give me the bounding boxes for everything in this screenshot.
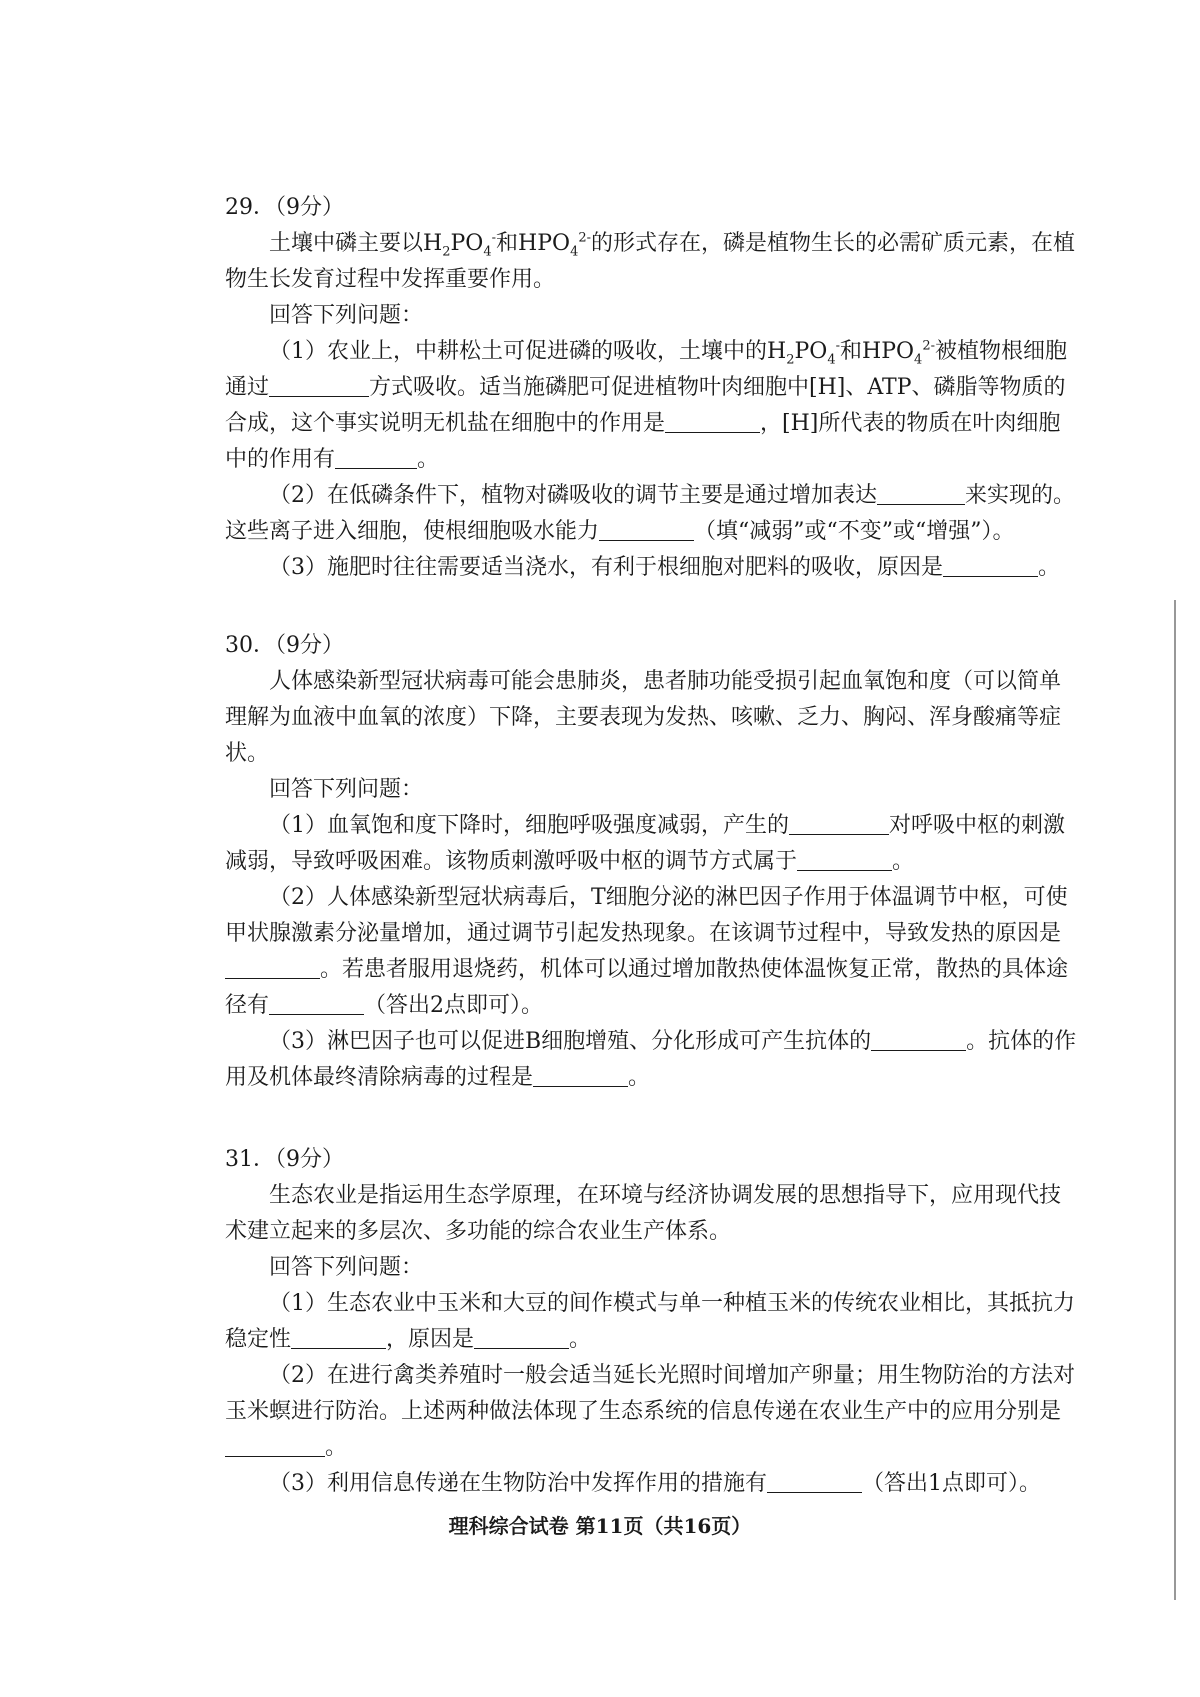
text: （3）淋巴因子也可以促进B细胞增殖、分化形成可产生抗体的 <box>269 1029 872 1054</box>
question-31-ask: 回答下列问题： <box>269 1255 424 1280</box>
text: 。抗体的作用及机体最终清除病毒的过程是 <box>225 1029 1077 1090</box>
text: 和 <box>840 339 863 364</box>
question-31-heading: 31．（9分） <box>225 1147 344 1172</box>
text: 。 <box>1038 555 1061 580</box>
spacer <box>225 1096 1080 1142</box>
question-31-part-1 <box>225 1286 1080 1358</box>
text: （2）在低磷条件下，植物对磷吸收的调节主要是通过增加表达 <box>269 483 877 508</box>
spacer <box>225 586 1080 628</box>
answer-blank[interactable] <box>225 958 320 979</box>
question-29-part-3 <box>225 550 1080 586</box>
answer-blank[interactable] <box>797 850 892 871</box>
question-31-part-3 <box>225 1466 1080 1502</box>
question-29-part-2 <box>225 478 1080 550</box>
answer-blank[interactable] <box>474 1328 569 1349</box>
question-31-part-2 <box>225 1358 1080 1466</box>
question-30-ask: 回答下列问题： <box>269 777 424 802</box>
text: 。 <box>417 447 440 472</box>
answer-blank[interactable] <box>871 1030 966 1051</box>
answer-blank[interactable] <box>877 484 965 505</box>
text: 土壤中磷主要以 <box>269 231 424 256</box>
text: 来实现的。这些离子进入细胞，使根细胞吸水能力 <box>225 483 1076 544</box>
scan-edge-line <box>1174 600 1176 1600</box>
question-31 <box>225 1142 1080 1502</box>
text: （1）血氧饱和度下降时，细胞呼吸强度减弱，产生的 <box>269 813 789 838</box>
text: 。 <box>325 1435 348 1460</box>
answer-blank[interactable] <box>943 556 1038 577</box>
text: （1）农业上，中耕松土可促进磷的吸收，土壤中的 <box>269 339 767 364</box>
text: （答出1点即可）。 <box>862 1471 1041 1496</box>
answer-blank[interactable] <box>767 1472 862 1493</box>
text: （1）生态农业中玉米和大豆的间作模式与单一种植玉米的传统农业相比，其抵抗力稳定性 <box>225 1291 1075 1352</box>
question-29-intro <box>225 226 1080 298</box>
question-31-intro: 生态农业是指运用生态学原理，在环境与经济协调发展的思想指导下，应用现代技术建立起来的多层次、多功能的综合农业生产体系。 <box>225 1183 1062 1244</box>
text: 。若患者服用退烧药，机体可以通过增加散热使体温恢复正常，散热的具体途径有 <box>225 957 1069 1018</box>
text: 。 <box>892 849 915 874</box>
text: （2）在进行禽类养殖时一般会适当延长光照时间增加产卵量；用生物防治的方法对玉米螟进行防治。上述两种做法体现了生态系统的信息传递在农业生产中的应用分别是 <box>225 1363 1075 1424</box>
answer-blank[interactable] <box>665 412 760 433</box>
formula-hpo4: $HPO_4^{2-}$ <box>862 338 935 368</box>
text: 。 <box>569 1327 592 1352</box>
text: （3）利用信息传递在生物防治中发挥作用的措施有 <box>269 1471 767 1496</box>
text: （3）施肥时往往需要适当浇水，有利于根细胞对肥料的吸收，原因是 <box>269 555 943 580</box>
exam-content <box>225 190 1080 1502</box>
text: 和 <box>496 231 519 256</box>
answer-blank[interactable] <box>225 1436 325 1457</box>
question-30 <box>225 628 1080 1096</box>
formula-h2po4: $H_2PO_4^-$ <box>423 230 497 260</box>
text: （2）人体感染新型冠状病毒后，T细胞分泌的淋巴因子作用于体温调节中枢，可使甲状腺激素分泌量增加，通过调节引起发热现象。在该调节过程中，导致发热的原因是 <box>225 885 1068 946</box>
text: 对呼吸中枢的刺激减弱，导致呼吸困难。该物质刺激呼吸中枢的调节方式属于 <box>225 813 1066 874</box>
text: （填“减弱”或“不变”或“增强”）。 <box>694 519 1015 544</box>
question-30-part-1 <box>225 808 1080 880</box>
text: 方式吸收。适当施磷肥可促进植物叶肉细胞中[H]、ATP、磷脂等物质的合成，这个事实说明无机盐在细胞中的作用是 <box>225 375 1066 436</box>
question-30-heading: 30．（9分） <box>225 633 344 658</box>
text: 的形式存在，磷是植物生长的必需矿质元素，在植物生长发育过程中发挥重要作用。 <box>225 231 1076 292</box>
text: ，[H]所代表的物质在叶肉细胞中的作用有 <box>225 411 1061 472</box>
text: 被植物根细胞通过 <box>225 339 1068 400</box>
answer-blank[interactable] <box>533 1066 628 1087</box>
question-29-ask: 回答下列问题： <box>269 303 424 328</box>
question-30-intro: 人体感染新型冠状病毒可能会患肺炎，患者肺功能受损引起血氧饱和度（可以简单理解为血液中血氧的浓度）下降，主要表现为发热、咳嗽、乏力、胸闷、浑身酸痛等症状。 <box>225 669 1062 766</box>
text: （答出2点即可）。 <box>364 993 544 1018</box>
answer-blank[interactable] <box>291 1328 386 1349</box>
answer-blank[interactable] <box>269 994 364 1015</box>
question-29 <box>225 190 1080 586</box>
question-30-part-3 <box>225 1024 1080 1096</box>
formula-hpo4: $HPO_4^{2-}$ <box>518 230 592 260</box>
answer-blank[interactable] <box>599 520 694 541</box>
answer-blank[interactable] <box>335 448 417 469</box>
formula-h2po4: $H_2PO_4^-$ <box>767 338 840 368</box>
question-29-part-1 <box>225 334 1080 478</box>
question-29-heading: 29．（9分） <box>225 195 344 220</box>
page-footer: 理科综合试卷 第11页（共16页） <box>448 1514 752 1538</box>
answer-blank[interactable] <box>789 814 889 835</box>
question-30-part-2 <box>225 880 1080 1024</box>
text: 。 <box>628 1065 651 1090</box>
answer-blank[interactable] <box>269 376 369 397</box>
text: ，原因是 <box>386 1327 475 1352</box>
